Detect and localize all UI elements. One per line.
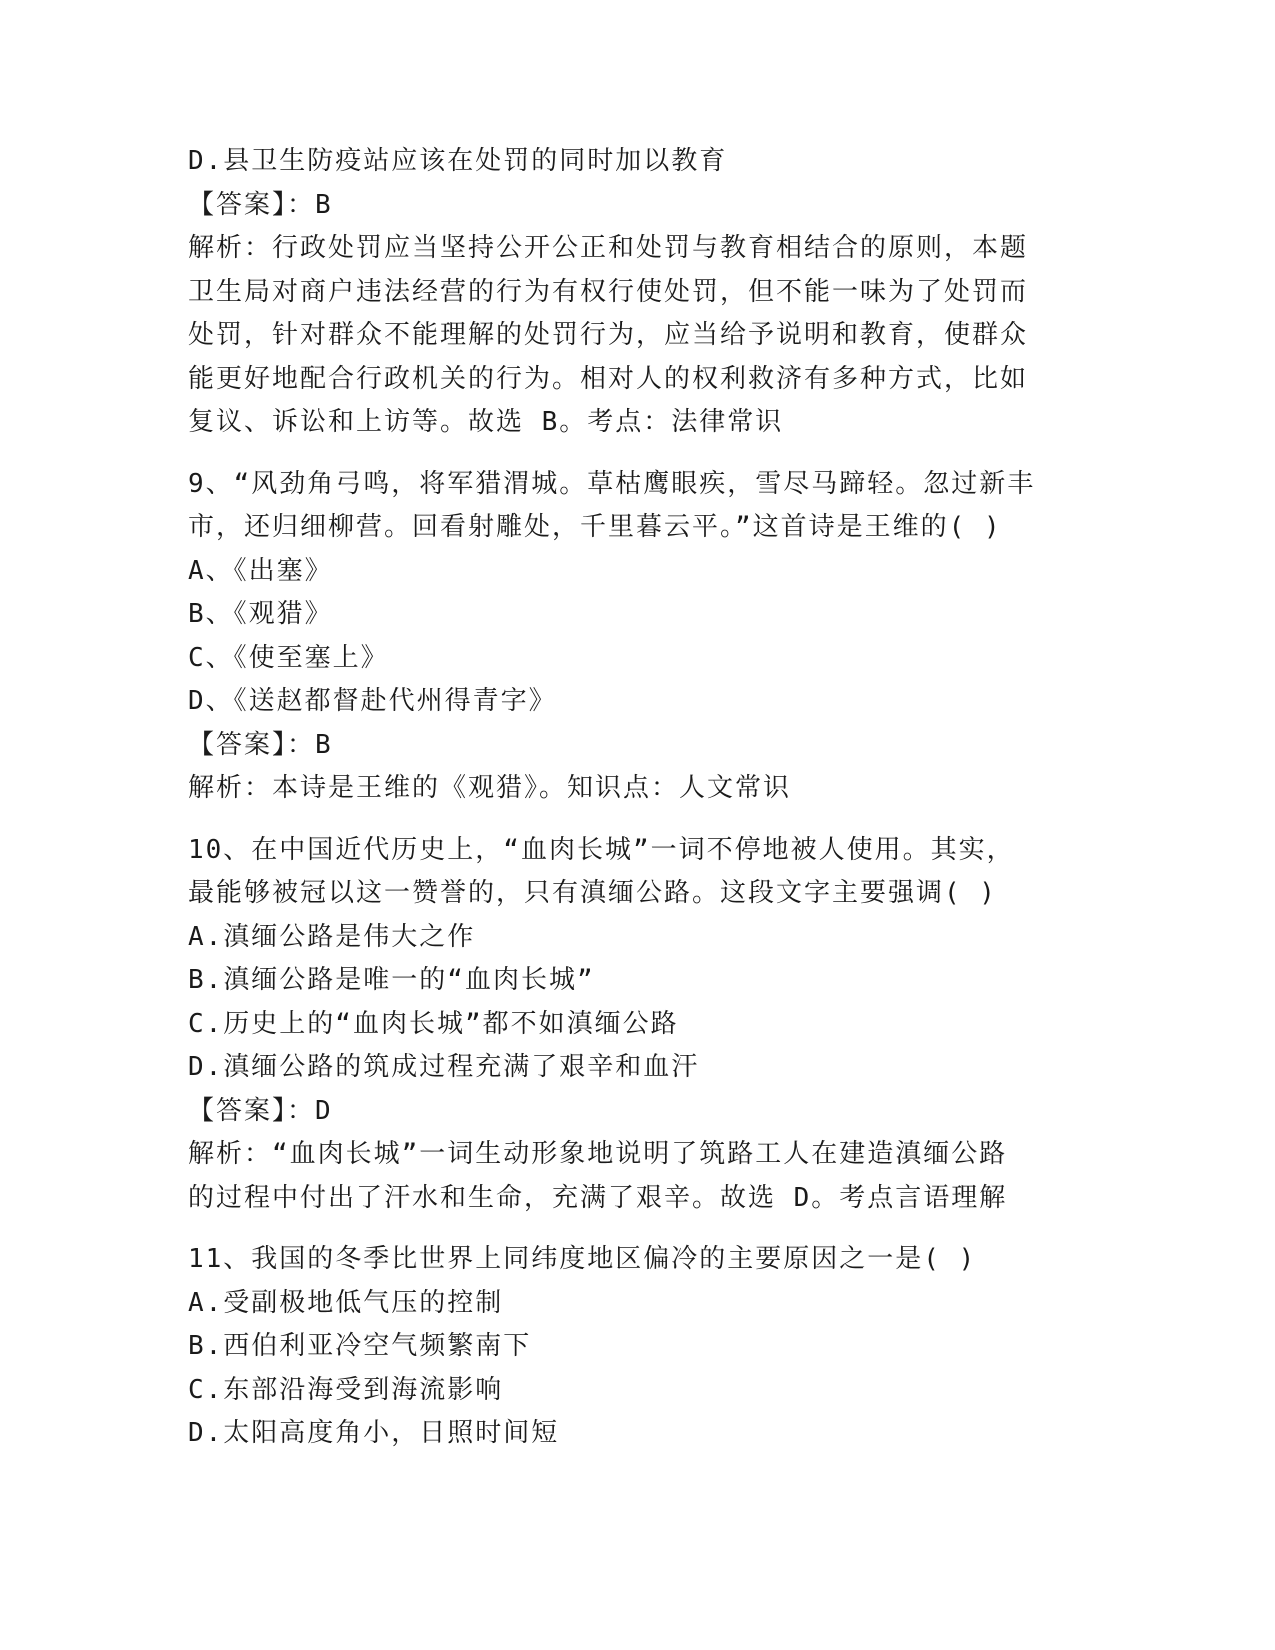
- option-b: B、《观猎》: [188, 599, 333, 629]
- question-9: [188, 463, 1088, 811]
- option-d: D.滇缅公路的筑成过程充满了艰辛和血汗: [188, 1052, 700, 1082]
- question-stem: 9、“风劲角弓鸣，将军猎渭城。草枯鹰眼疾，雪尽马蹄轻。忽过新丰: [188, 468, 1036, 499]
- option-c: C、《使至塞上》: [188, 642, 389, 673]
- answer-line: 【答案】：B: [188, 729, 333, 760]
- option-b: B.西伯利亚冷空气频繁南下: [188, 1331, 532, 1361]
- document-page: [188, 140, 1088, 1456]
- explanation-line: 的过程中付出了汗水和生命，充满了艰辛。故选 D。考点言语理解: [188, 1182, 1008, 1213]
- answer-line: 【答案】：D: [188, 1095, 333, 1126]
- option-a: A、《出塞》: [188, 555, 333, 586]
- question-10: [188, 829, 1088, 1221]
- explanation-line: 卫生局对商户违法经营的行为有权行使处罚，但不能一味为了处罚而: [188, 276, 1029, 307]
- explanation-line: 处罚，针对群众不能理解的处罚行为，应当给予说明和教育，使群众: [188, 320, 1029, 350]
- explanation-line: 能更好地配合行政机关的行为。相对人的权利救济有多种方式，比如: [188, 363, 1029, 394]
- question-stem: 10、在中国近代历史上，“血肉长城”一词不停地被人使用。其实，: [188, 834, 1015, 865]
- answer-line: 【答案】：B: [188, 189, 333, 220]
- explanation-line: 解析：行政处罚应当坚持公开公正和处罚与教育相结合的原则，本题: [188, 233, 1029, 263]
- option-d: D.太阳高度角小，日照时间短: [188, 1418, 560, 1448]
- option-a: A.滇缅公路是伟大之作: [188, 921, 476, 952]
- option-a: A.受副极地低气压的控制: [188, 1287, 504, 1318]
- option-c: C.历史上的“血肉长城”都不如滇缅公路: [188, 1008, 679, 1039]
- option-b: B.滇缅公路是唯一的“血肉长城”: [188, 965, 595, 995]
- explanation-line: 解析：本诗是王维的《观猎》。知识点：人文常识: [188, 773, 792, 803]
- question-stem: 市，还归细柳营。回看射雕处，千里暮云平。”这首诗是王维的( ): [188, 512, 1002, 542]
- explanation-line: 解析：“血肉长城”一词生动形象地说明了筑路工人在建造滇缅公路: [188, 1139, 1008, 1169]
- explanation-line: 复议、诉讼和上访等。故选 B。考点：法律常识: [188, 407, 784, 437]
- question-stem: 11、我国的冬季比世界上同纬度地区偏冷的主要原因之一是( ): [188, 1244, 977, 1274]
- previous-question-tail: [188, 140, 1088, 445]
- option-d: D.县卫生防疫站应该在处罚的同时加以教育: [188, 146, 728, 176]
- question-11: [188, 1238, 1088, 1456]
- option-c: C.东部沿海受到海流影响: [188, 1374, 504, 1405]
- option-d: D、《送赵都督赴代州得青字》: [188, 686, 557, 716]
- question-stem: 最能够被冠以这一赞誉的，只有滇缅公路。这段文字主要强调( ): [188, 878, 997, 908]
